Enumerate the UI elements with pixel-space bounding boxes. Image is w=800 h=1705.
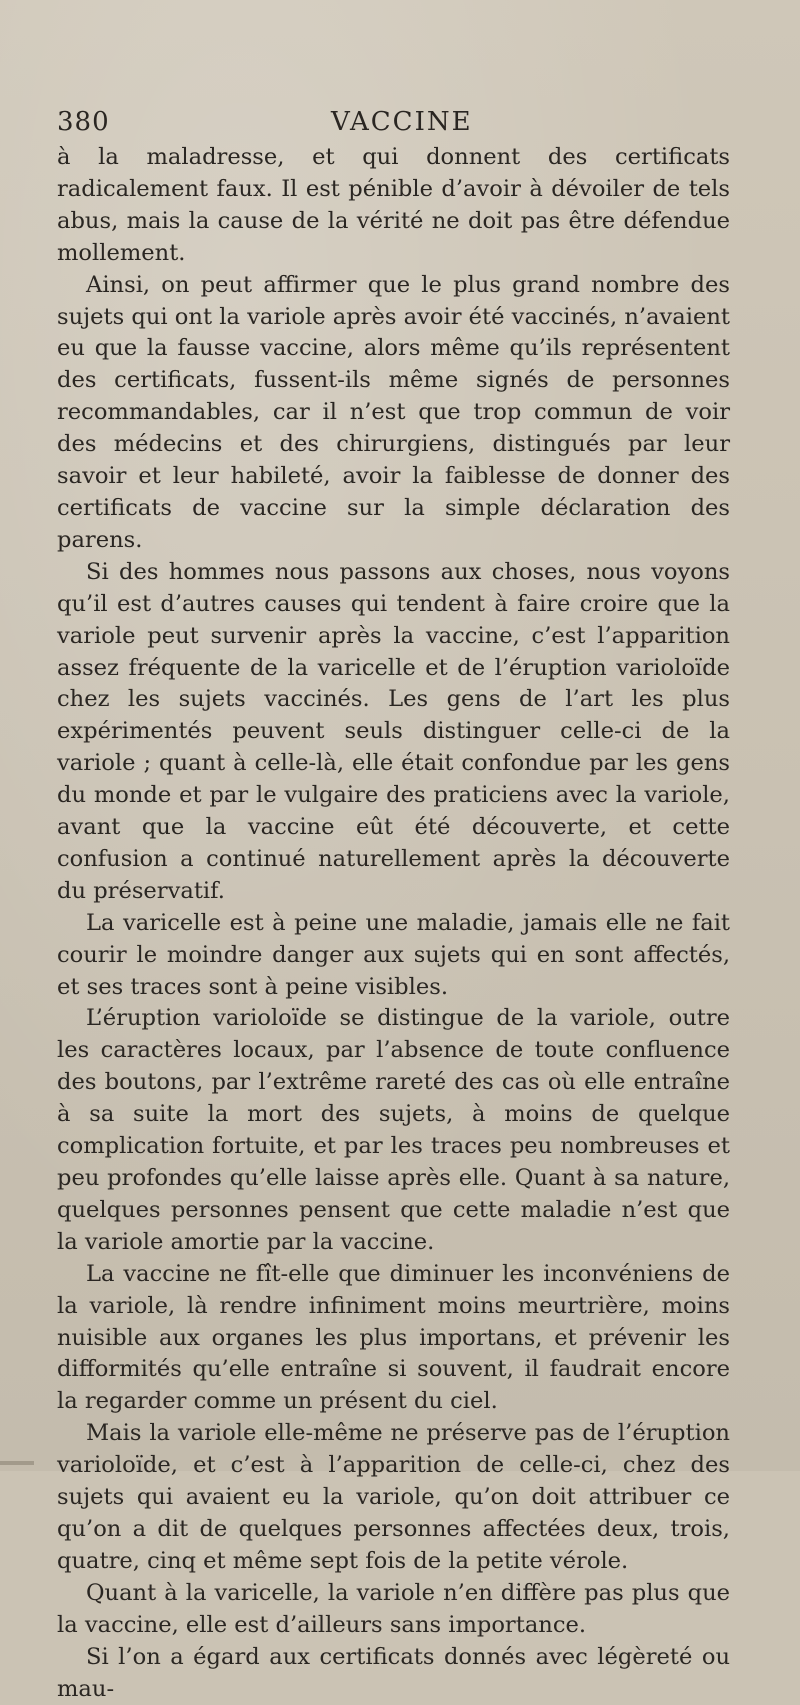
paragraph-variole-no-protection: Mais la variole elle-même ne préserve pas de l’éruption varioloïde, et c’est à l’apparition de celle-ci, chez des sujets qui avaient eu la variole, qu’on doit attribuer ce qu’on a dit de quelques personnes affectées deux, trois, quatre, cinq et même sept fois de la petite vérole. (57, 1420, 730, 1574)
paragraph-vaccine-benefit: La vaccine ne fît-elle que diminuer les inconvéniens de la variole, là rendre infiniment moins meurtrière, moins nuisible aux organes les plus importans, et prévenir les difformités qu’elle entraîne si souvent, il faudrait encore la regarder comme un présent du ciel. (57, 1260, 730, 1415)
running-title: VACCINE (331, 107, 473, 137)
paragraph-other-causes: Si des hommes nous passons aux choses, nous voyons qu’il est d’autres causes qui tendent à faire croire que la variole peut survenir après la vaccine, c’est l’apparition assez fréquente de la varicelle et de l’éruption varioloïde chez les sujets vaccinés. Les gens de l’art les plus expérimentés peuvent seuls distinguer celle-ci de la variole ; quant à celle-là, elle était confondue par les gens du monde et par le vulgaire des praticiens avec la variole, avant que la vaccine eût été découverte, et cette confusion a continué naturellement après la découverte du préservatif. (57, 558, 730, 904)
paragraph-varicelle-comparison: Quant à la varicelle, la variole n’en diffère pas plus que la vaccine, elle est d’ailleurs sans importance. (57, 1579, 730, 1638)
paragraph-false-vaccine: Ainsi, on peut affirmer que le plus grand nombre des sujets qui ont la variole après avoir été vaccinés, n’avaient eu que la fausse vaccine, alors même qu’ils représentent des certificats, fussent-ils même signés de personnes recommandables, car il n’est que trop commun de voir des médecins et des chirurgiens, distingués par leur savoir et leur habileté, avoir la faiblesse de donner des certificats de vaccine sur la simple déclaration des parens. (57, 271, 730, 553)
paragraph-varioloid-eruption: L’éruption varioloïde se distingue de la variole, outre les caractères locaux, par l’absence de toute confluence des boutons, par l’extrême rareté des cas où elle entraîne à sa suite la mort des sujets, à moins de quelque complication fortuite, et par les traces peu nombreuses et peu profondes qu’elle laisse après elle. Quant à sa nature, quelques personnes pensent que cette maladie n’est que la variole amortie par la vaccine. (57, 1005, 730, 1255)
paragraph-certificats: Si l’on a égard aux certificats donnés avec légèreté ou mau- (57, 1643, 730, 1702)
paragraph-continuation: à la maladresse, et qui donnent des certificats radicalement faux. Il est pénible d’avoir à dévoiler de tels abus, mais la cause de la vérité ne doit pas être défendue mollement. (57, 144, 730, 266)
page-number: 380 (57, 107, 110, 137)
page-edge-mark (0, 1461, 34, 1465)
running-head (57, 107, 737, 145)
paragraph-varicelle: La varicelle est à peine une maladie, jamais elle ne fait courir le moindre danger aux sujets qui en sont affectés, et ses traces sont à peine visibles. (57, 909, 730, 1000)
